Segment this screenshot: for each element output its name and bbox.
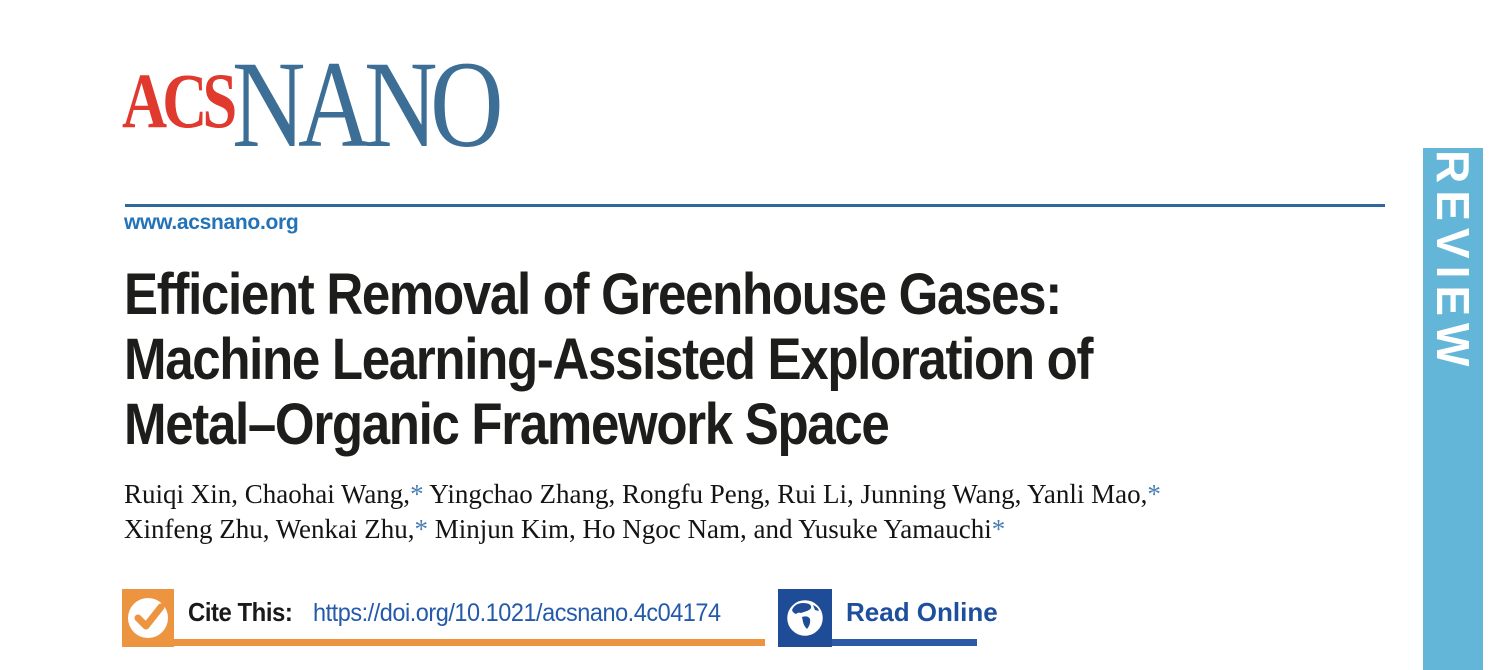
check-circle-icon [126,596,170,640]
cite-underline-bar [174,639,765,646]
article-title [124,262,1092,457]
cite-this-row [188,597,747,628]
corresponding-author-star[interactable]: * [1147,479,1161,509]
author-names-text: Minjun Kim, Ho Ngoc Nam, and Yusuke Yamauchi [428,514,992,544]
article-title-line-2: Machine Learning-Assisted Exploration of [124,327,1093,392]
header-divider-rule [125,204,1385,207]
read-online-underline-bar [832,639,977,646]
logo-nano-text: NANO [232,36,497,173]
read-online-badge [778,589,832,647]
globe-icon [783,596,827,640]
corresponding-author-star[interactable]: * [991,514,1006,544]
read-online-label: Read Online [846,597,998,627]
author-names-text: Yingchao Zhang, Rongfu Peng, Rui Li, Junning Wang, Yanli Mao, [423,479,1148,509]
author-line [124,477,1161,512]
corresponding-author-star[interactable]: * [410,479,424,509]
acs-nano-logo [122,36,554,173]
article-type-banner [1423,148,1483,670]
author-line [124,512,1161,547]
journal-website-link[interactable]: www.acsnano.org [124,211,299,234]
author-names-text: Xinfeng Zhu, Wenkai Zhu, [124,514,415,544]
article-title-line-1: Efficient Removal of Greenhouse Gases: [124,262,1061,327]
article-title-line-3: Metal–Organic Framework Space [124,392,889,457]
article-type-label: REVIEW [1427,150,1479,374]
author-list [124,477,1161,547]
logo-acs-text: ACS [122,57,233,144]
corresponding-author-star[interactable]: * [414,514,429,544]
author-names-text: Ruiqi Xin, Chaohai Wang, [124,479,411,509]
cite-check-badge [122,589,174,647]
cite-this-label: Cite This: [188,597,293,627]
doi-link[interactable]: https://doi.org/10.1021/acsnano.4c04174 [313,599,722,627]
